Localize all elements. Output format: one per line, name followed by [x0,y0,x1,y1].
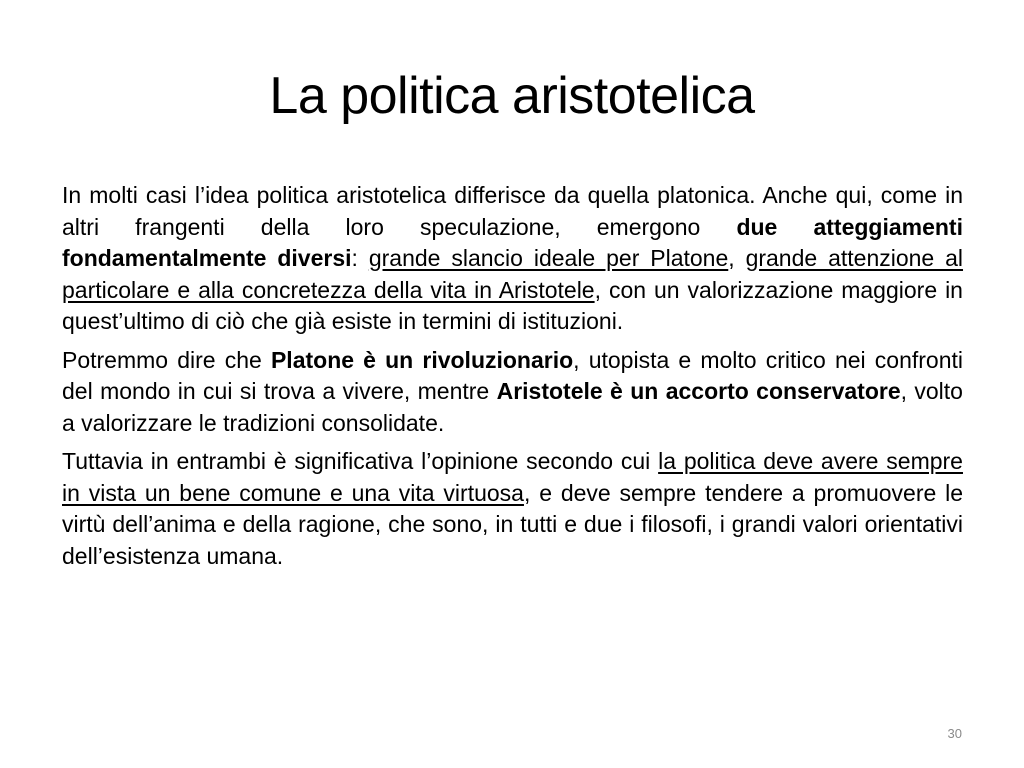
paragraph-text: , volto a valorizzare le tradizioni consolidate. [62,378,963,436]
bold-phrase: due atteggiamenti fondamentalmente diversi [62,213,963,271]
paragraph-text: , utopista e molto critico nei confronti del mondo in cui si trova a vivere, mentre [62,346,963,404]
paragraph-text: : [351,245,369,271]
paragraph-text: , e deve sempre tendere a promuovere le virtù dell’anima e della ragione, che sono, in tutti e due i filosofi, i grandi valori orientativi dell’esistenza umana. [62,479,964,569]
paragraph-text: , con un valorizzazione maggiore in quest’ultimo di ciò che già esiste in termini di istituzioni. [62,276,963,334]
paragraph-3 [62,446,963,572]
underlined-phrase: la politica deve avere sempre in vista un bene comune e una vita virtuosa [62,448,963,506]
paragraph-text: Tuttavia in entrambi è significativa l’opinione secondo cui [62,448,659,474]
paragraph-text: , [728,245,746,271]
bold-phrase: Platone è un rivoluzionario [270,346,574,373]
paragraph-text: In molti casi l’idea politica aristotelica differisce da quella platonica. Anche qui, come in altri frangenti della loro speculazione, emergono [62,182,963,240]
paragraph-2 [62,345,963,440]
underlined-phrase: grande attenzione al particolare e alla concretezza della vita in Aristotele [62,245,964,303]
paragraph-1 [62,180,963,338]
underlined-phrase: grande slancio ideale per Platone [368,245,729,271]
bold-phrase: Aristotele è un accorto conservatore [496,378,901,404]
page-number: 30 [947,726,962,741]
slide-title: La politica aristotelica [269,67,755,125]
paragraph-text: Potremmo dire che [62,346,271,373]
slide-body [62,180,963,579]
